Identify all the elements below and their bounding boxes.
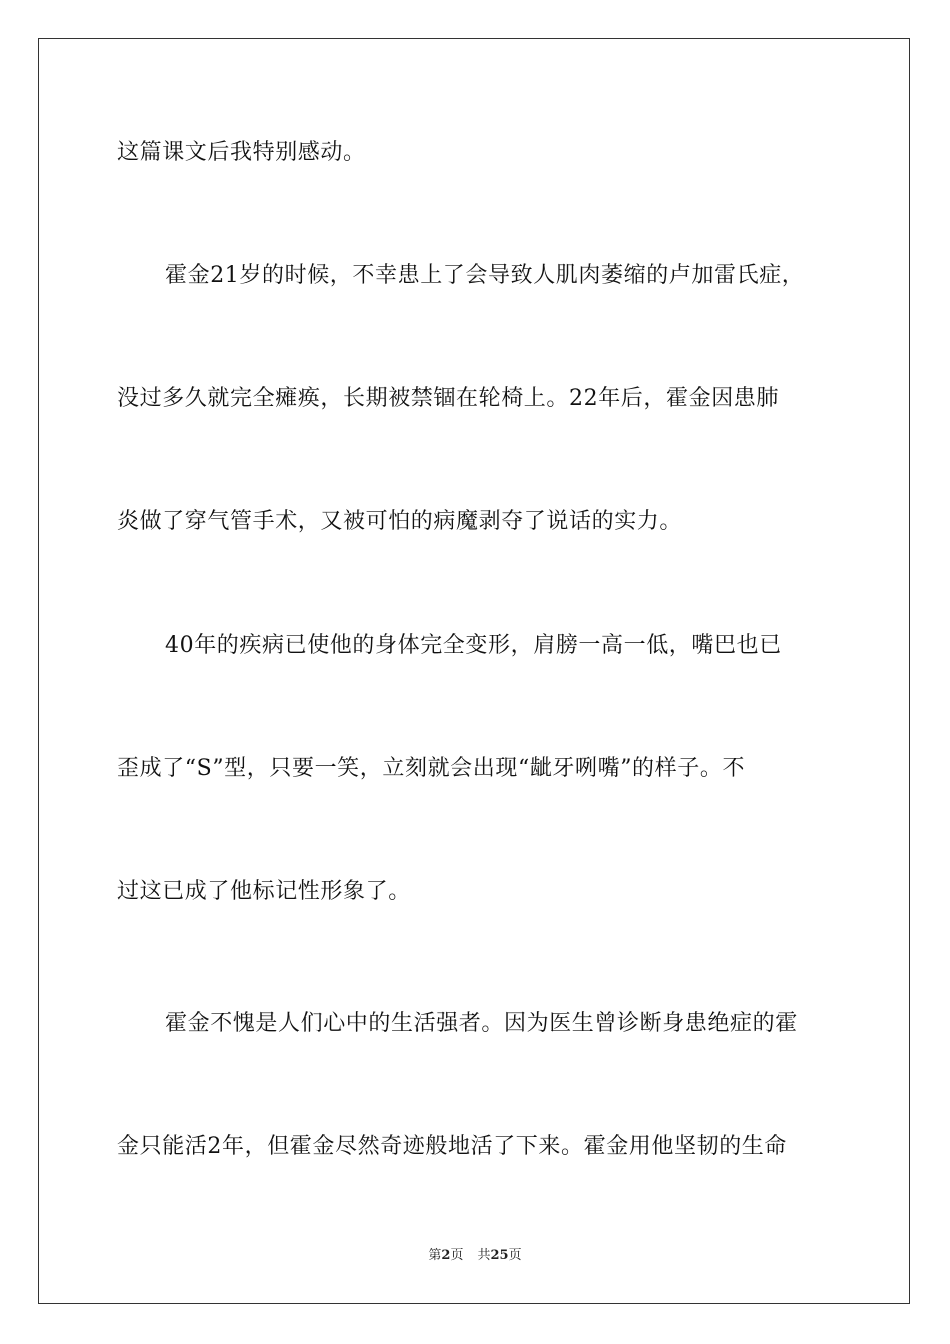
text-line-2: 霍金21岁的时候，不幸患上了会导致人肌肉萎缩的卢加雷氏症， <box>165 263 805 288</box>
text-line-7: 过这已成了他标记性形象了。 <box>117 879 411 904</box>
text-line-5: 40年的疾病已使他的身体完全变形，肩膀一高一低，嘴巴也已 <box>165 633 782 658</box>
page-footer <box>0 1247 950 1265</box>
page-prefix: 第 <box>428 1248 442 1263</box>
text-line-6: 歪成了“S”型，只要一笑，立刻就会出现“龇牙咧嘴”的样子。不 <box>117 756 746 781</box>
total-suffix: 页 <box>508 1248 522 1263</box>
text-line-4: 炎做了穿气管手术，又被可怕的病魔剥夺了说话的实力。 <box>117 509 683 534</box>
text-line-9: 金只能活2年，但霍金尽然奇迹般地活了下来。霍金用他坚韧的生命 <box>117 1134 787 1159</box>
page-number: 2 <box>441 1248 451 1263</box>
text-line-8: 霍金不愧是人们心中的生活强者。因为医生曾诊断身患绝症的霍 <box>165 1011 798 1036</box>
total-prefix: 共 <box>477 1248 491 1263</box>
page-suffix: 页 <box>450 1248 464 1263</box>
page-border <box>38 38 910 1304</box>
text-line-1: 这篇课文后我特别感动。 <box>117 140 366 165</box>
total-pages: 25 <box>490 1248 509 1263</box>
text-line-3: 没过多久就完全瘫痪，长期被禁锢在轮椅上。22年后，霍金因患肺 <box>117 386 779 411</box>
